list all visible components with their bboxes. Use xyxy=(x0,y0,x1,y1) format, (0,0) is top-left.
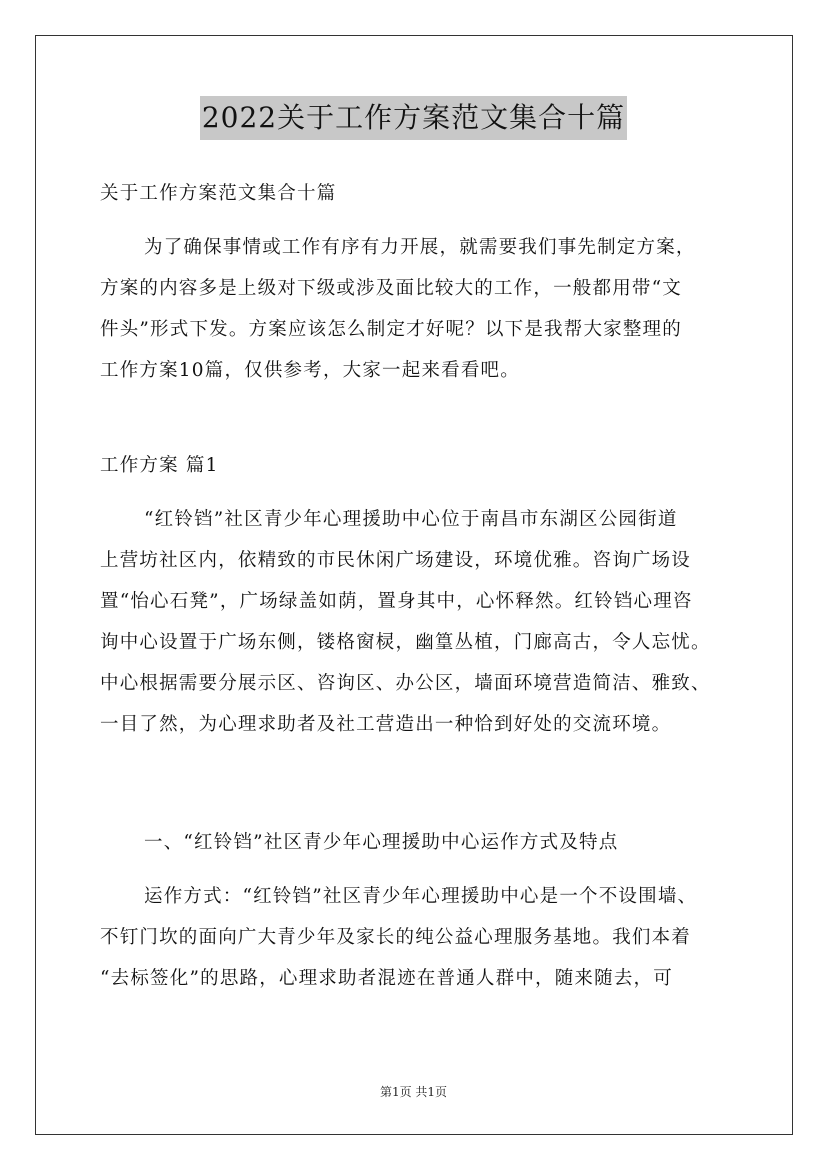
paragraph-line: 运作方式：“红铃铛”社区青少年心理援助中心是一个不设围墙、 xyxy=(144,886,698,907)
subheading: 一、“红铃铛”社区青少年心理援助中心运作方式及特点 xyxy=(144,832,619,853)
section-heading: 工作方案 篇1 xyxy=(100,455,219,476)
body-paragraph-2 xyxy=(100,876,740,999)
document-title: 2022关于工作方案范文集合十篇 xyxy=(200,96,627,140)
paragraph-line: 工作方案10篇，仅供参考，大家一起来看看吧。 xyxy=(100,360,520,381)
paragraph-line: “去标签化”的思路，心理求助者混迹在普通人群中，随来随去，可 xyxy=(100,968,673,989)
intro-paragraph xyxy=(100,227,740,391)
paragraph-line: 中心根据需要分展示区、咨询区、办公区，墙面环境营造简洁、雅致、 xyxy=(100,673,711,694)
body-paragraph-1 xyxy=(100,499,740,745)
paragraph-line: 不钉门坎的面向广大青少年及家长的纯公益心理服务基地。我们本着 xyxy=(100,927,692,948)
page-footer xyxy=(0,1083,827,1101)
paragraph-line: “红铃铛”社区青少年心理援助中心位于南昌市东湖区公园街道 xyxy=(144,509,678,530)
paragraph-line: 为了确保事情或工作有序有力开展，就需要我们事先制定方案， xyxy=(144,237,696,258)
paragraph-line: 件头”形式下发。方案应该怎么制定才好呢？以下是我帮大家整理的 xyxy=(100,319,682,340)
document-subtitle: 关于工作方案范文集合十篇 xyxy=(100,183,337,204)
paragraph-line: 一目了然，为心理求助者及社工营造出一种恰到好处的交流环境。 xyxy=(100,714,672,735)
paragraph-line: 询中心设置于广场东侧，镂格窗棂，幽篁丛植，门廊高古，令人忘忧。 xyxy=(100,632,711,653)
paragraph-line: 上营坊社区内，依精致的市民休闲广场建设，环境优雅。咨询广场设 xyxy=(100,550,692,571)
paragraph-line: 方案的内容多是上级对下级或涉及面比较大的工作，一般都用带“文 xyxy=(100,278,682,299)
title-container xyxy=(0,96,827,140)
page-number: 第1页 共1页 xyxy=(379,1085,448,1099)
paragraph-line: 置“怡心石凳”，广场绿盖如荫，置身其中，心怀释然。红铃铛心理咨 xyxy=(100,591,693,612)
